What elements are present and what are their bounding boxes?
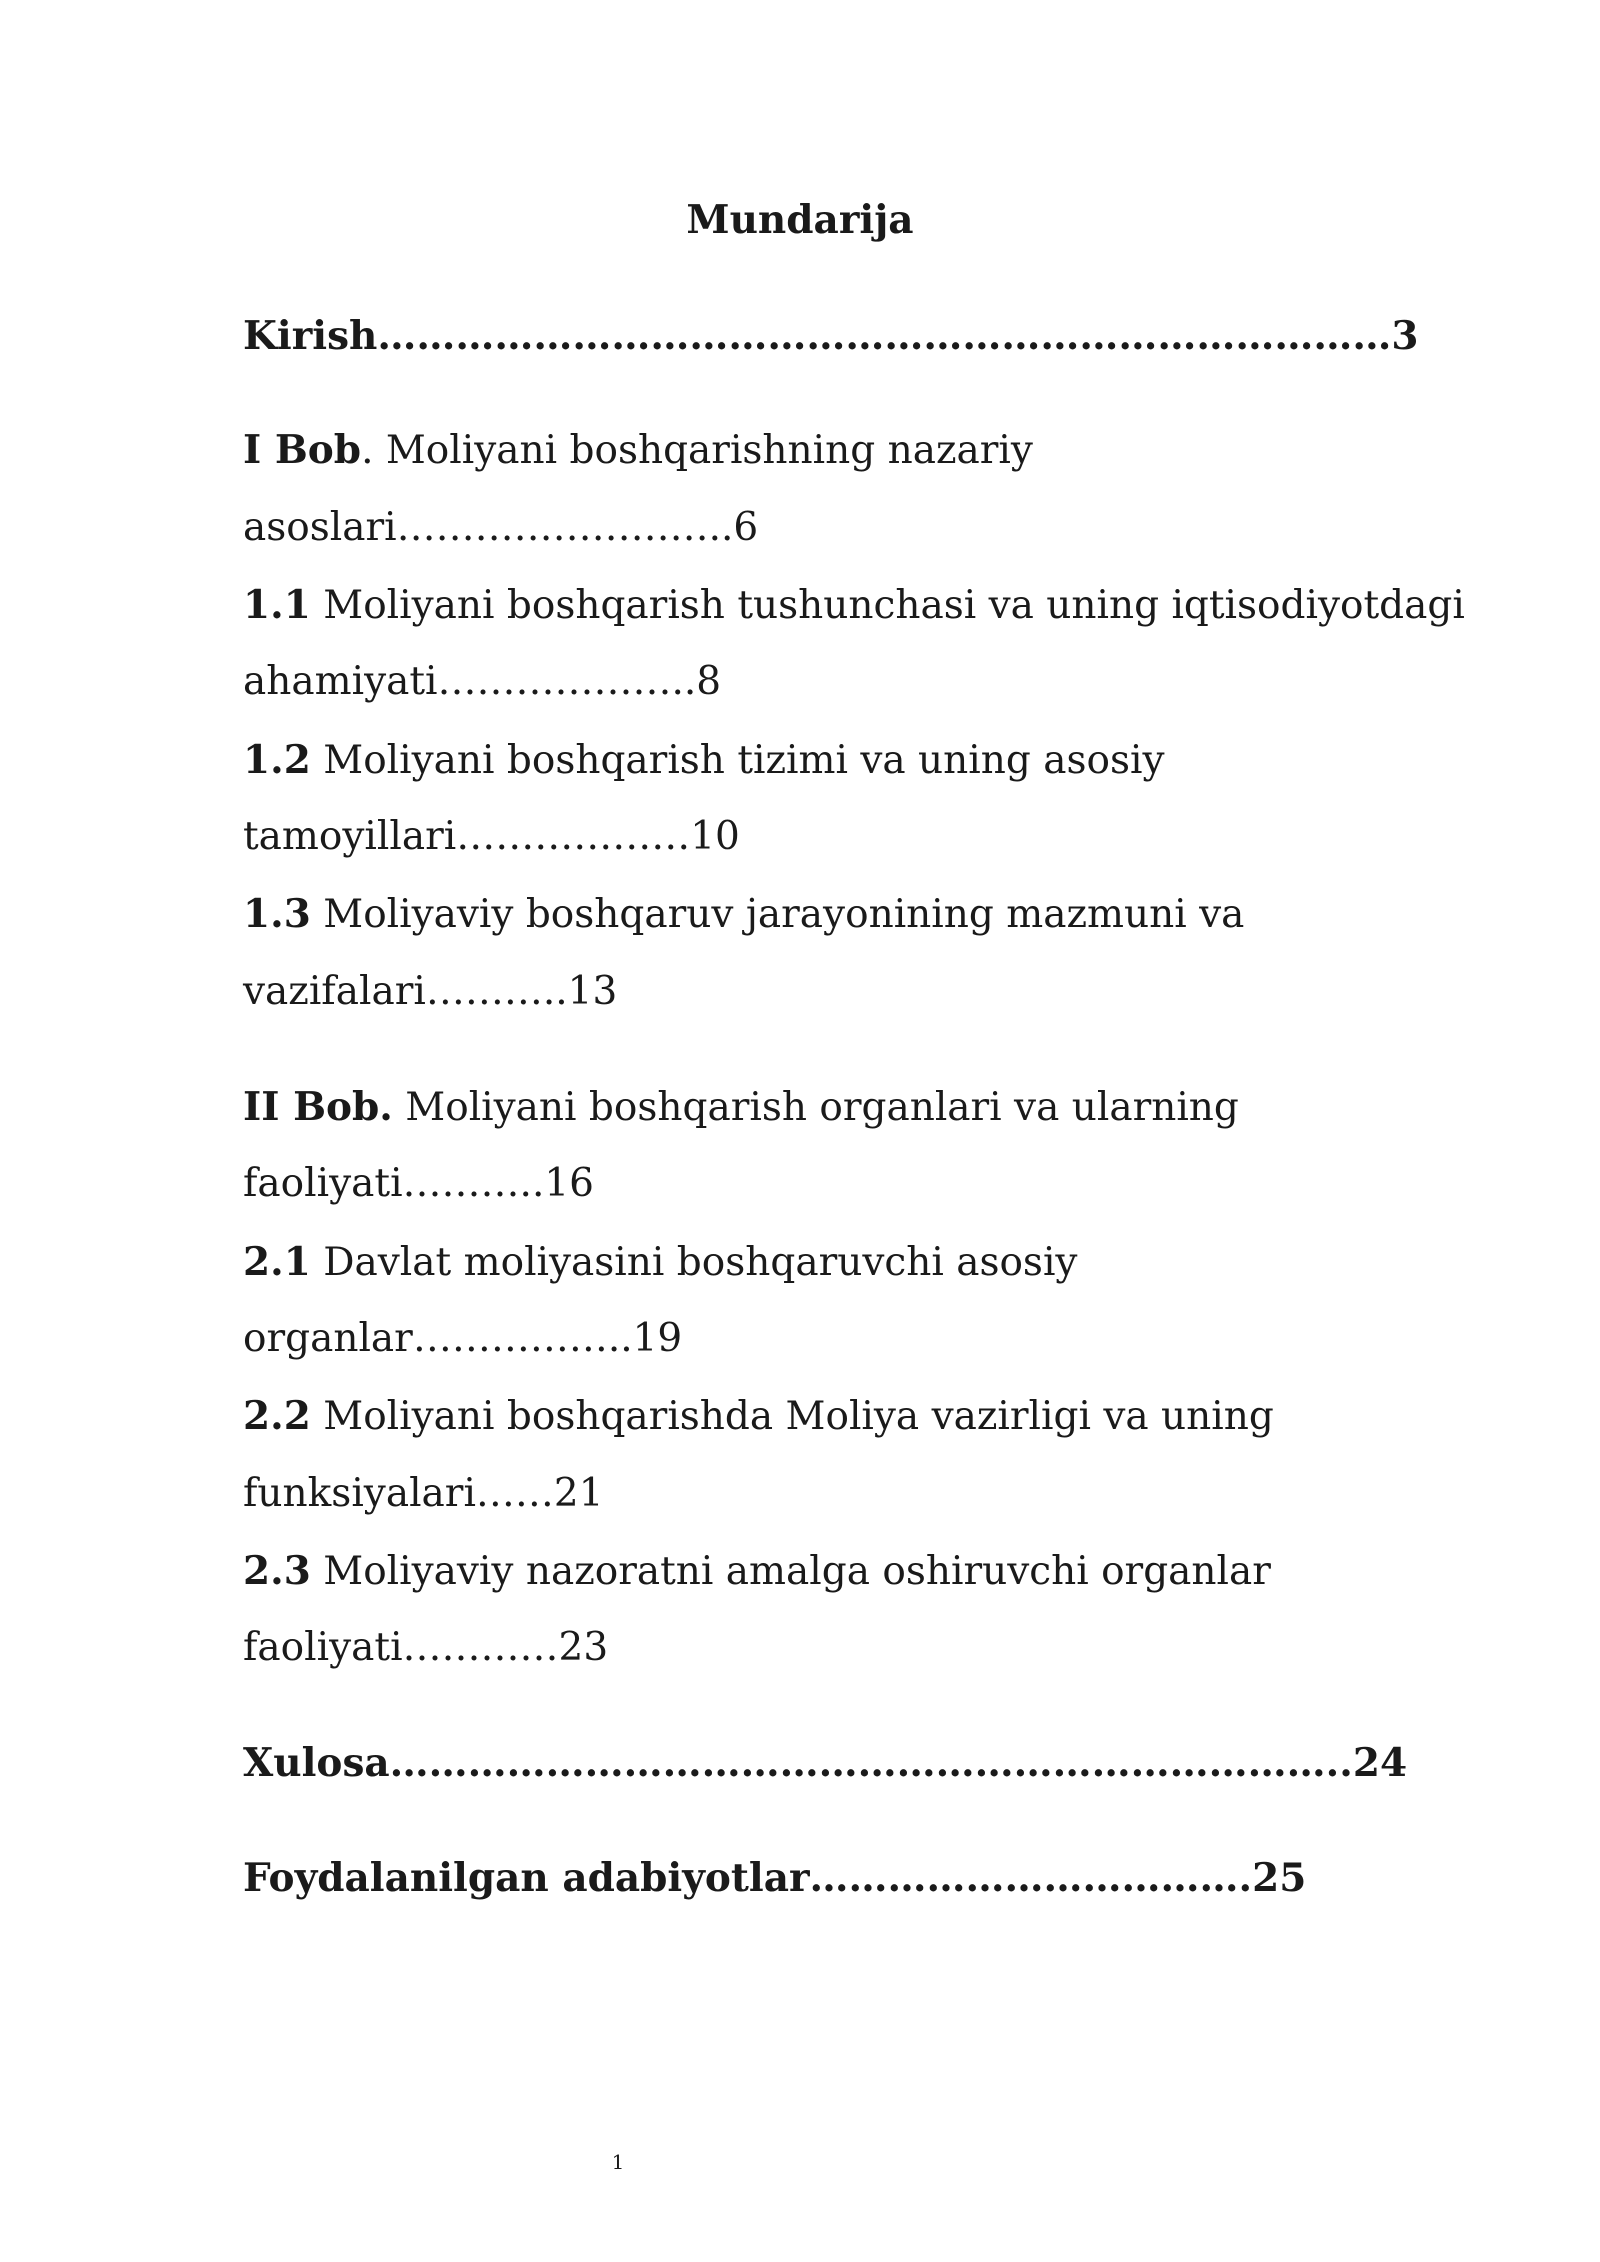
toc-entry-2-1-line2: organlar……………..19 [243,1316,683,1361]
toc-entry-2-2-line1 [243,1392,1274,1441]
toc-entry-bob1-line2: asoslari……………………..6 [243,505,759,550]
toc-entry-xulosa: Xulosa………………………………………………………………..24 [243,1740,1408,1786]
toc-entry-1-1-line2: ahamiyati………………..8 [243,659,722,704]
toc-entry-1-3-line1 [243,890,1244,939]
toc-entry-bob1-line1 [243,426,1033,475]
toc-1-2-title: Moliyani boshqarish tizimi va uning asosiy [310,738,1165,783]
page-number: 1 [611,2150,625,2174]
toc-bob1-title: . Moliyani boshqarishning nazariy [361,428,1033,473]
toc-2-2-number: 2.2 [243,1393,311,1439]
toc-entry-1-2-line1 [243,736,1164,785]
toc-entry-bob2-line1 [243,1083,1239,1132]
toc-2-1-title: Davlat moliyasini boshqaruvchi asosiy [310,1240,1078,1285]
toc-entry-adabiyotlar: Foydalanilgan adabiyotlar…………………………….25 [243,1855,1307,1901]
toc-entry-1-2-line2: tamoyillari………………10 [243,814,740,859]
toc-1-3-title: Moliyaviy boshqaruv jarayonining mazmuni va [310,892,1245,937]
toc-2-2-title: Moliyani boshqarishda Moliya vazirligi va uning [310,1394,1274,1439]
toc-entry-2-3-line1 [243,1547,1271,1596]
toc-bob2-prefix: II Bob. [243,1084,393,1130]
toc-entry-2-2-line2: funksiyalari……21 [243,1471,604,1516]
toc-1-1-title: Moliyani boshqarish tushunchasi va uning iqtisodiyotdagi [310,583,1465,628]
toc-2-3-title: Moliyaviy nazoratni amalga oshiruvchi organlar [310,1549,1271,1594]
toc-entry-1-3-line2: vazifalari………..13 [243,969,618,1014]
toc-entry-kirish: Kirish……………………………………………………………………3 [243,313,1419,359]
toc-entry-bob2-line2: faoliyati………..16 [243,1161,594,1206]
toc-1-2-number: 1.2 [243,737,311,783]
toc-entry-2-3-line2: faoliyati…………23 [243,1625,609,1670]
toc-1-1-number: 1.1 [243,582,311,628]
toc-entry-1-1-line1 [243,581,1465,630]
page-title: Mundarija [686,197,914,243]
toc-entry-2-1-line1 [243,1238,1077,1287]
toc-2-3-number: 2.3 [243,1548,311,1594]
toc-bob2-title: Moliyani boshqarish organlari va ularning [392,1085,1239,1130]
toc-2-1-number: 2.1 [243,1239,311,1285]
toc-bob1-prefix: I Bob [243,427,362,473]
toc-1-3-number: 1.3 [243,891,311,937]
